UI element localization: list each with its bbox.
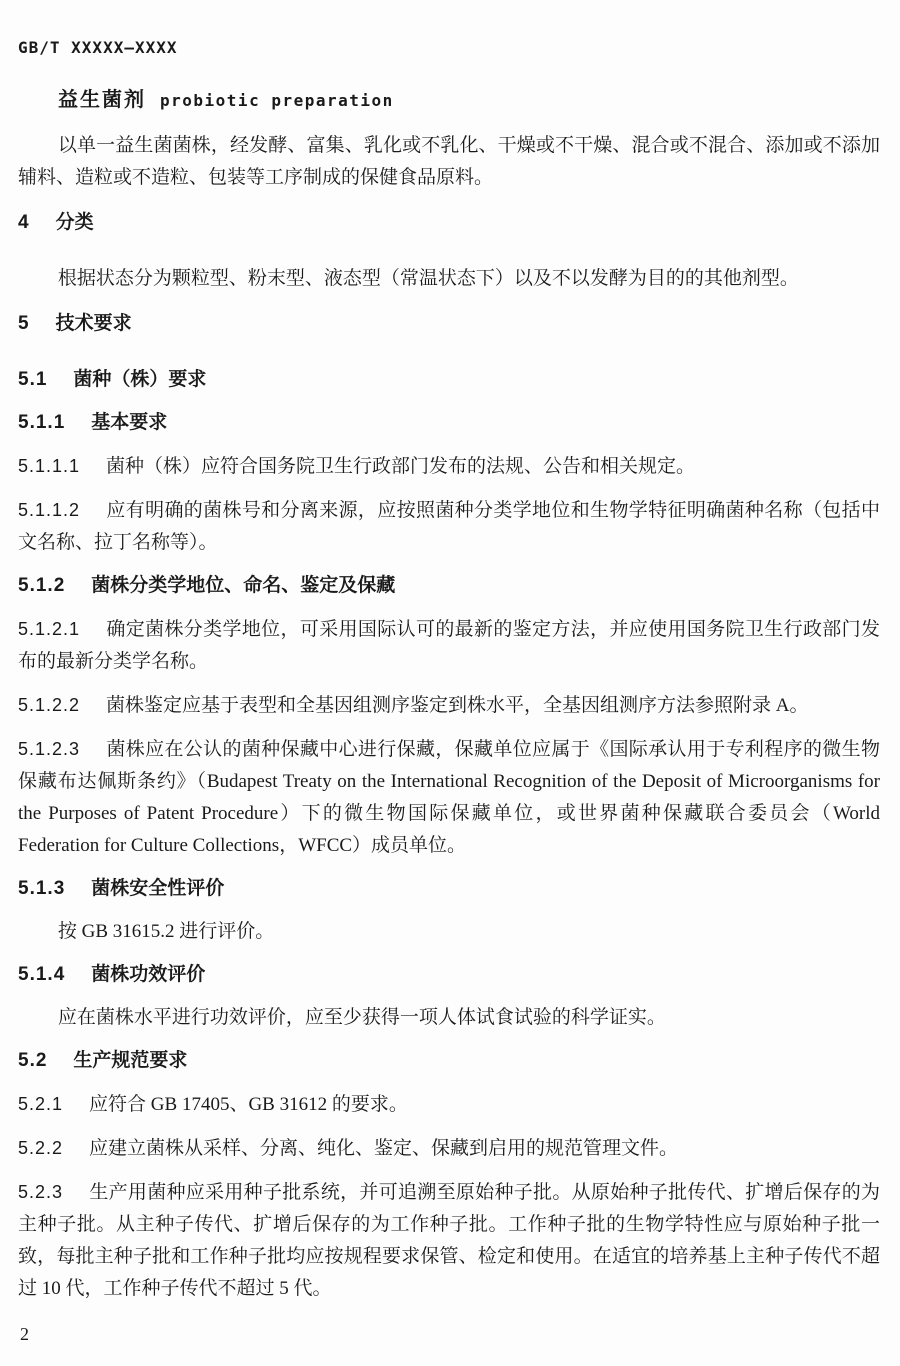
section-heading-5.1.4 [18, 959, 880, 991]
clause-text: 菌株鉴定应基于表型和全基因组测序鉴定到株水平，全基因组测序方法参照附录 A。 [106, 695, 809, 716]
clause-text: 生产用菌种应采用种子批系统，并可追溯至原始种子批。从原始种子批传代、扩增后保存的为主种子批。从主种子传代、扩增后保存的为工作种子批。工作种子批的生物学特性应与原始种子批一致，每批主种子批和工作种子批均应按规程要求保管、检定和使用。在适宜的培养基上主种子传代不超过 10 代，工作种子传代不超过 5 代。 [18, 1182, 880, 1299]
clause-text: 菌种（株）应符合国务院卫生行政部门发布的法规、公告和相关规定。 [106, 456, 696, 477]
section-heading-5.1.2 [18, 570, 880, 602]
term-heading [18, 84, 880, 118]
clause-number: 5.1.1.2 [18, 500, 81, 520]
clause-number: 5.2.2 [18, 1138, 64, 1158]
clause-text: 菌株应在公认的菌种保藏中心进行保藏，保藏单位应属于《国际承认用于专利程序的微生物保藏布达佩斯条约》（Budapest Treaty on the International Recognition of the Deposit of Microorganisms for the Purposes of Patent Procedure）下的微生物国际保藏单位，或世界菌种保藏联合委员会（World Federation for Culture Collections，WFCC）成员单位。 [18, 739, 880, 856]
clause-5.1.1.1 [18, 450, 880, 483]
section-title: 菌株功效评价 [91, 964, 206, 985]
term-name-english: probiotic preparation [160, 91, 394, 110]
section-heading-5.2 [18, 1045, 880, 1077]
clause-text: 确定菌株分类学地位，可采用国际认可的最新的鉴定方法，并应使用国务院卫生行政部门发布的最新分类学名称。 [18, 619, 880, 672]
paragraph-text: 应在菌株水平进行功效评价，应至少获得一项人体试食试验的科学证实。 [57, 1007, 666, 1028]
section-number: 5.2 [18, 1050, 48, 1071]
section-number: 5.1 [18, 369, 48, 390]
clause-text: 应符合 GB 17405、GB 31612 的要求。 [89, 1094, 408, 1115]
section-title: 菌种（株）要求 [73, 369, 207, 390]
paragraph-text: 根据状态分为颗粒型、粉末型、液态型（常温状态下）以及不以发酵为目的的其他剂型。 [57, 268, 799, 289]
section-number: 5.1.3 [18, 878, 66, 899]
paragraph [18, 263, 880, 295]
document-sections [18, 130, 880, 1305]
clause-5.1.2.2 [18, 689, 880, 722]
section-number: 4 [18, 212, 30, 233]
section-title: 技术要求 [55, 313, 132, 334]
section-title: 菌株安全性评价 [91, 878, 225, 899]
page-number: 2 [20, 1324, 29, 1344]
clause-5.2.2 [18, 1132, 880, 1165]
clause-5.2.1 [18, 1088, 880, 1121]
section-title: 基本要求 [91, 412, 168, 433]
section-heading-5.1 [18, 364, 880, 396]
section-title: 分类 [55, 212, 94, 233]
clause-5.1.2.3 [18, 733, 880, 862]
clause-5.1.1.2 [18, 494, 880, 559]
clause-number: 5.2.3 [18, 1182, 64, 1202]
clause-number: 5.1.2.1 [18, 619, 81, 639]
section-title: 生产规范要求 [73, 1050, 188, 1071]
paragraph [18, 1002, 880, 1034]
paragraph-text: 按 GB 31615.2 进行评价。 [57, 921, 275, 942]
section-heading-5 [18, 308, 880, 340]
clause-number: 5.1.2.3 [18, 739, 81, 759]
section-number: 5 [18, 313, 30, 334]
clause-text: 应建立菌株从采样、分离、纯化、鉴定、保藏到启用的规范管理文件。 [89, 1138, 679, 1159]
section-heading-5.1.1 [18, 407, 880, 439]
section-number: 5.1.1 [18, 412, 66, 433]
clause-number: 5.2.1 [18, 1094, 64, 1114]
section-number: 5.1.4 [18, 964, 66, 985]
section-heading-5.1.3 [18, 873, 880, 905]
paragraph-text: 以单一益生菌菌株，经发酵、富集、乳化或不乳化、干燥或不干燥、混合或不混合、添加或不添加辅料、造粒或不造粒、包装等工序制成的保健食品原料。 [18, 135, 880, 188]
section-title: 菌株分类学地位、命名、鉴定及保藏 [91, 575, 396, 596]
clause-number: 5.1.1.1 [18, 456, 81, 476]
clause-text: 应有明确的菌株号和分离来源，应按照菌种分类学地位和生物学特征明确菌种名称（包括中文名称、拉丁名称等）。 [18, 500, 880, 553]
term-name-chinese: 益生菌剂 [58, 89, 146, 111]
section-number: 5.1.2 [18, 575, 66, 596]
paragraph [18, 916, 880, 948]
clause-number: 5.1.2.2 [18, 695, 81, 715]
section-heading-4 [18, 207, 880, 239]
clause-5.1.2.1 [18, 613, 880, 678]
document-code: GB/T XXXXX—XXXX [18, 38, 178, 57]
clause-5.2.3 [18, 1176, 880, 1305]
paragraph [18, 130, 880, 194]
